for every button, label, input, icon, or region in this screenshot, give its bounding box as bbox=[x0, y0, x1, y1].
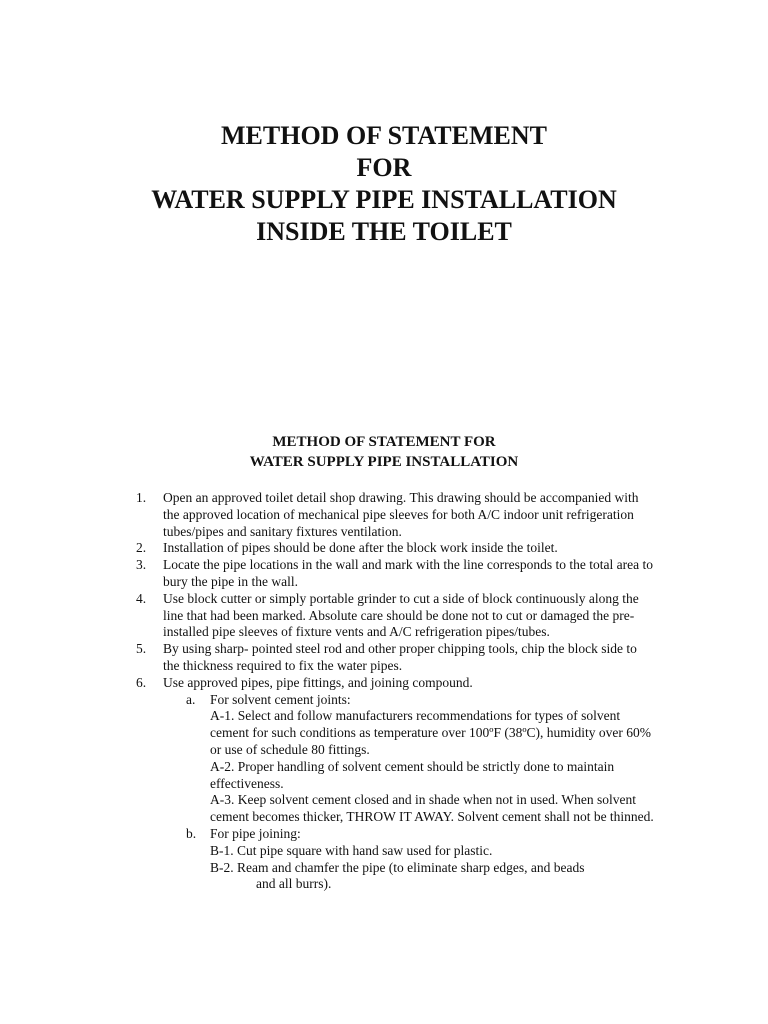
section-heading-line-2: WATER SUPPLY PIPE INSTALLATION bbox=[249, 454, 519, 470]
note-b1: B-1. Cut pipe square with hand saw used for plastic. bbox=[210, 842, 493, 858]
note-b2: B-2. Ream and chamfer the pipe (to eliminate sharp edges, and beads bbox=[210, 859, 585, 875]
sub-item-letter: b. bbox=[186, 825, 197, 841]
list-item-text: Installation of pipes should be done after the block work inside the toilet. bbox=[163, 540, 558, 556]
note-b2-continuation: and all burrs). bbox=[256, 876, 332, 892]
note-a1: A-1. Select and follow manufacturers recommendations for types of solvent cement for such conditions as temperature over 100ºF (38ºC), humidity over 60% or use of schedule 80 fittings. bbox=[210, 708, 652, 757]
list-item-text: Use approved pipes, pipe fittings, and joining compound. bbox=[163, 674, 473, 690]
sub-item-heading: For pipe joining: bbox=[210, 825, 301, 841]
list-item bbox=[136, 557, 656, 591]
list-item-number: 6. bbox=[136, 674, 147, 690]
list-item bbox=[136, 641, 656, 675]
note-a2: A-2. Proper handling of solvent cement should be strictly done to maintain effectiveness. bbox=[210, 758, 615, 791]
note-a3: A-3. Keep solvent cement closed and in shade when not in used. When solvent cement becomes thicker, THROW IT AWAY. Solvent cement shall not be thinned. bbox=[210, 792, 654, 825]
numbered-list bbox=[136, 490, 656, 893]
title-line-2: FOR bbox=[356, 153, 412, 182]
list-item-number: 1. bbox=[136, 490, 147, 505]
sub-item-letter: a. bbox=[186, 691, 196, 707]
list-item-number: 2. bbox=[136, 540, 147, 556]
section-heading bbox=[0, 432, 768, 472]
list-item bbox=[136, 675, 656, 692]
title-line-1: METHOD OF STATEMENT bbox=[221, 121, 547, 150]
sub-item-heading: For solvent cement joints: bbox=[210, 691, 351, 707]
list-item bbox=[136, 490, 656, 540]
list-item-text: Use block cutter or simply portable grinder to cut a side of block continuously along the line that had been marked. Absolute care should be done not to cut or damaged the pre-installed pipe sleeves of fixture vents and A/C refrigeration pipes/tubes. bbox=[163, 590, 639, 640]
document-title bbox=[0, 120, 768, 248]
sub-item-b bbox=[136, 826, 656, 843]
list-item-text: Locate the pipe locations in the wall and mark with the line corresponds to the total area to bury the pipe in the wall. bbox=[163, 557, 653, 589]
list-item-number: 4. bbox=[136, 590, 147, 606]
title-line-4: INSIDE THE TOILET bbox=[256, 217, 512, 246]
list-item-text: Open an approved toilet detail shop drawing. This drawing should be accompanied with the approved location of mechanical pipe sleeves for both A/C indoor unit refrigeration tubes/pipes and sanitary fixtures ventilation. bbox=[163, 490, 639, 539]
title-line-3: WATER SUPPLY PIPE INSTALLATION bbox=[151, 185, 617, 214]
list-item bbox=[136, 591, 656, 641]
list-item-number: 3. bbox=[136, 557, 147, 573]
list-item-number: 5. bbox=[136, 641, 147, 657]
section-heading-line-1: METHOD OF STATEMENT FOR bbox=[272, 434, 496, 450]
list-item-text: By using sharp- pointed steel rod and other proper chipping tools, chip the block side to the thickness required to fix the water pipes. bbox=[163, 641, 637, 673]
sub-item-a bbox=[136, 692, 656, 709]
list-item bbox=[136, 540, 656, 557]
